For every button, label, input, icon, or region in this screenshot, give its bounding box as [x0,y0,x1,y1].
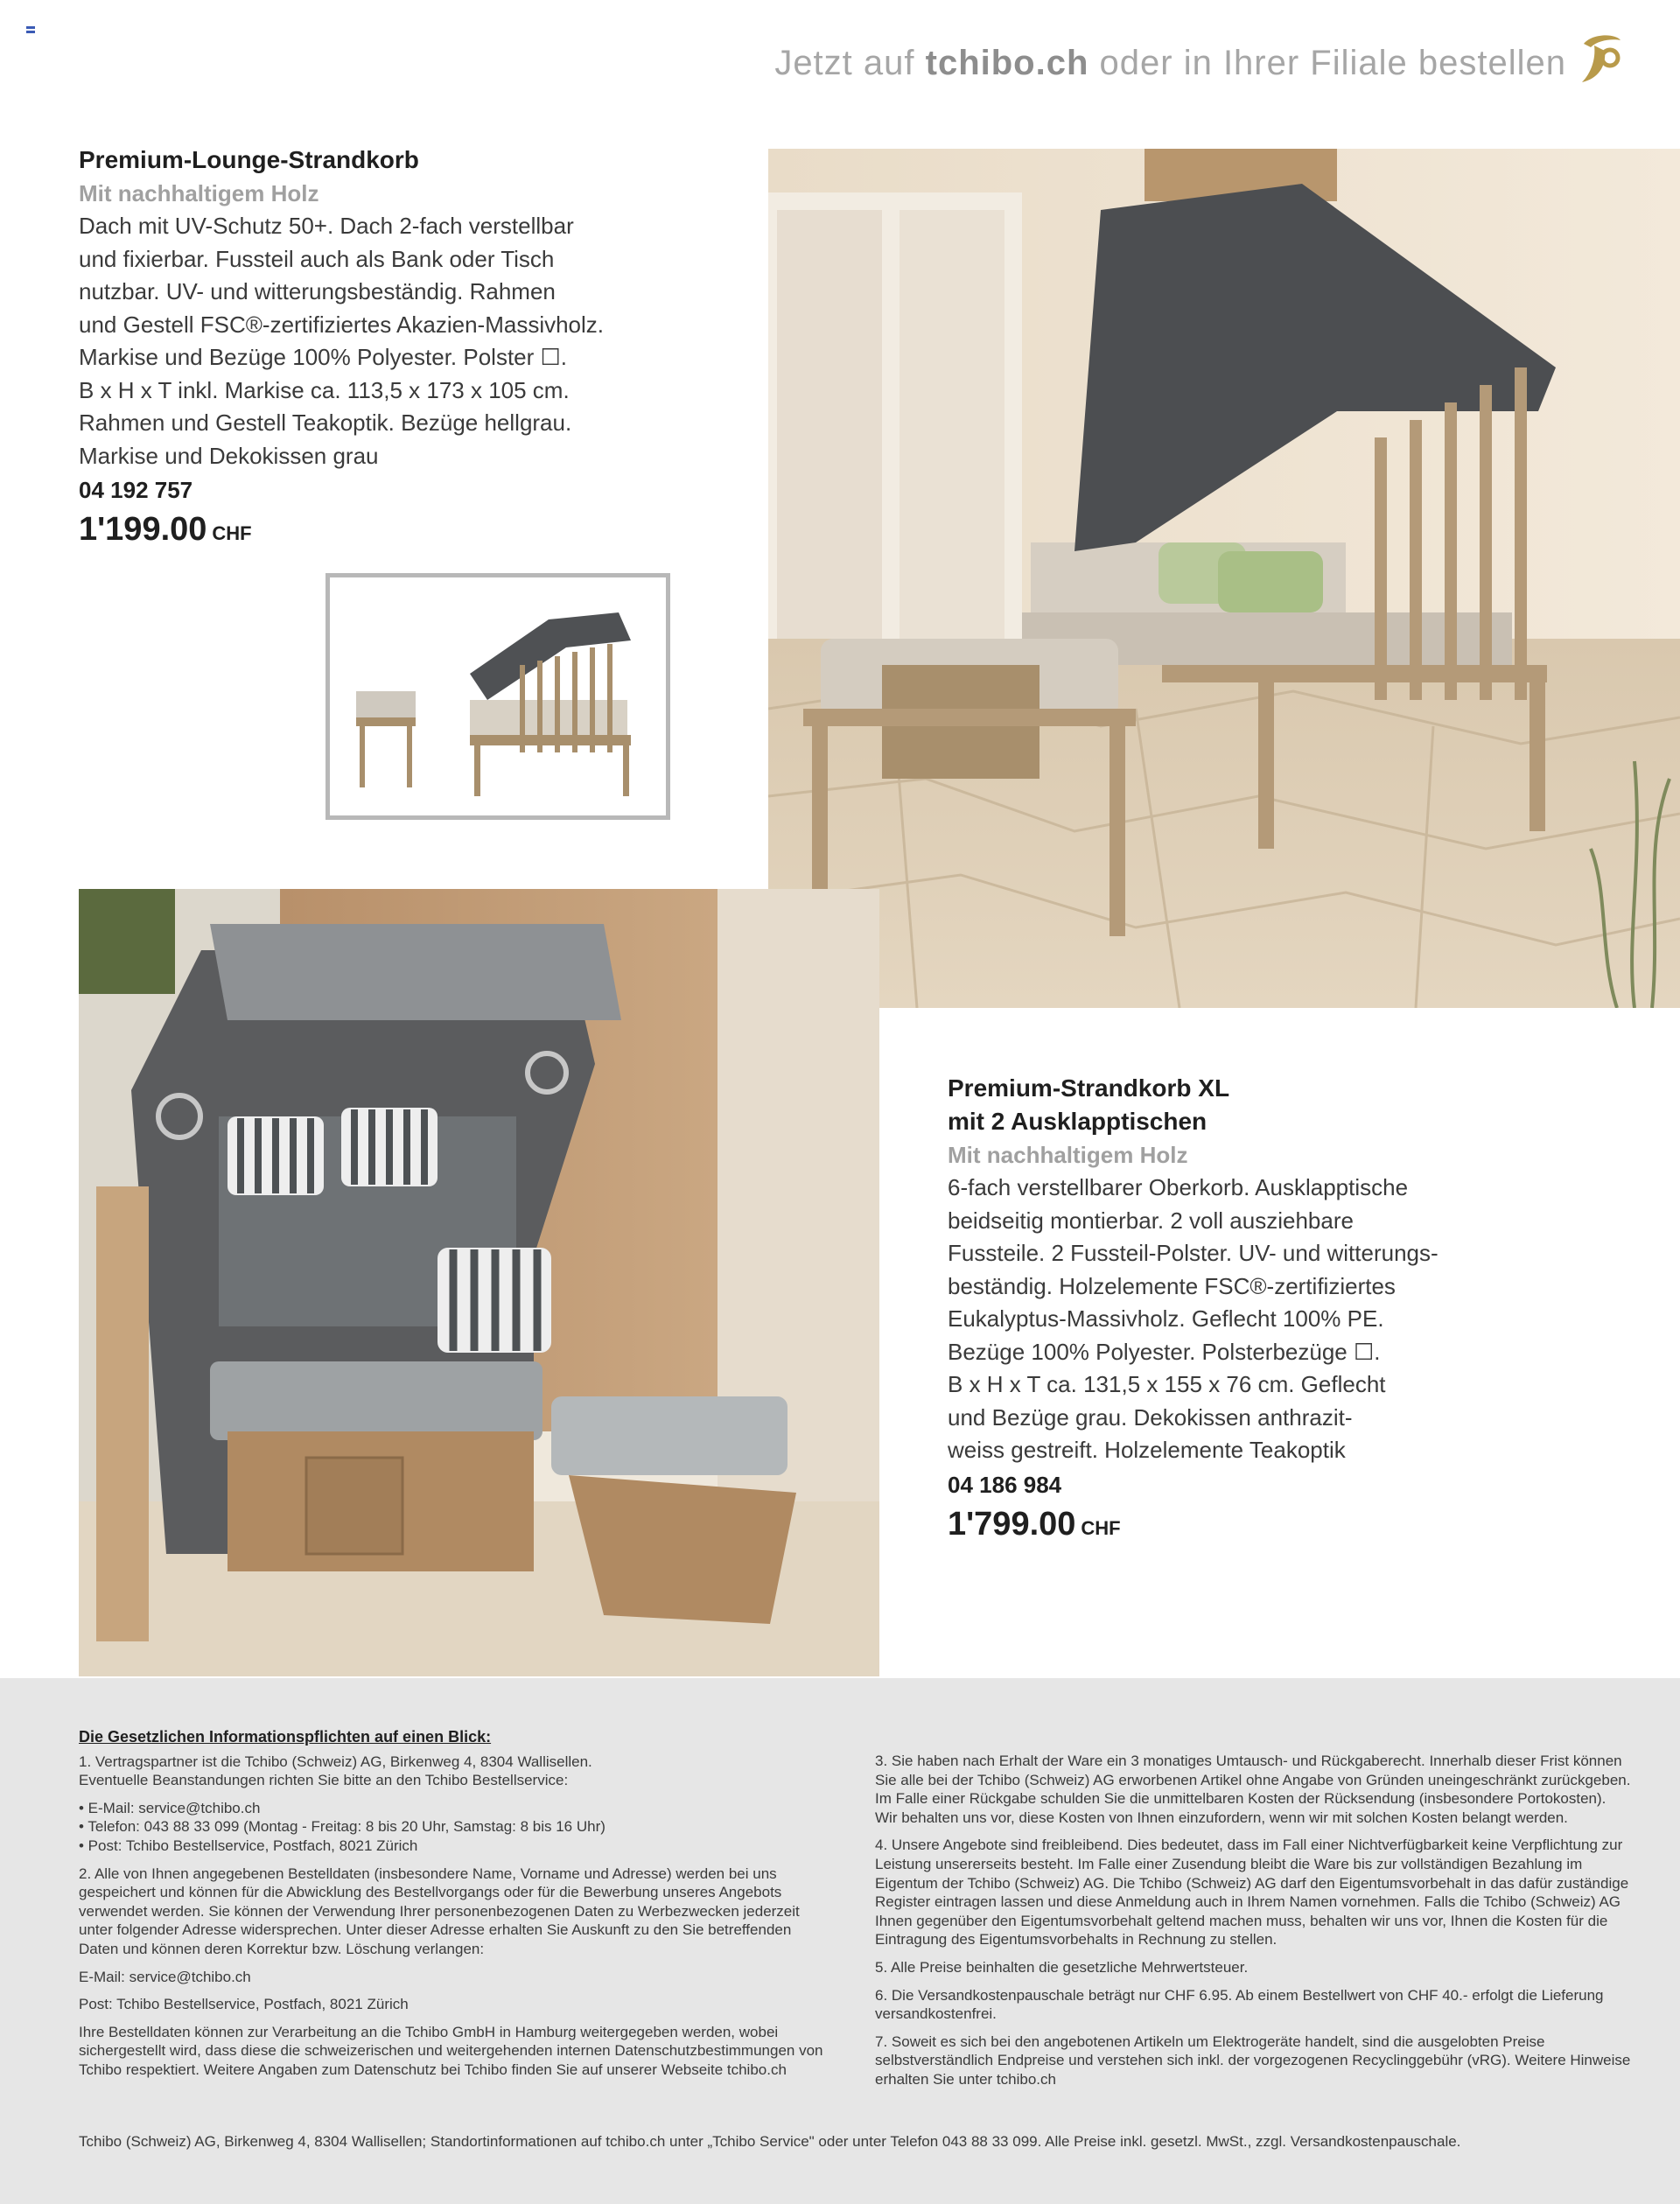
product1-currency: CHF [212,522,252,544]
legal-left-column [79,1728,831,2089]
product2-subtitle: Mit nachhaltigem Holz [948,1142,1188,1168]
header-suffix: oder in Ihrer Filiale bestellen [1088,44,1566,82]
legal-email[interactable]: E-Mail: service@tchibo.ch [79,1968,251,1985]
product2-title-line1: Premium-Strandkorb XL [948,1074,1230,1102]
legal-paragraph: Ihre Bestelldaten können zur Verarbeitung an die Tchibo GmbH in Hamburg weitergegeben werden, wobei sichergestellt wird, dass diese die schweizerischen und weitergehenden internen Datenschutzbestimmungen von Tchibo respektiert. Weitere Angaben zum Datenschutz bei Tchibo finden Sie auf unserer Webseite tchibo.ch [79,2023,823,2078]
legal-right-column [875,1752,1632,2098]
product1-price-value: 1'199.00 [79,511,207,548]
header-site-link[interactable]: tchibo.ch [925,44,1089,82]
legal-paragraph: 2. Alle von Ihnen angegebenen Bestelldaten (insbesondere Name, Vorname und Adresse) werden bei uns gespeichert und können für die Abwicklung des Bestellvorgangs oder für die Bewerbung unseres Angebots verwendet werden. Sie können der Verwendung Ihrer personenbezogenen Daten zu Werbezwecken jederzeit unter folgender Adresse widersprechen. Unter dieser Adresse erhalten Sie Auskunft zu den Sie betreffenden Daten und können deren Korrektur bzw. Löschung verlangen: [79,1865,800,1957]
tchibo-logo-icon [1572,28,1628,91]
product2-description: 6-fach verstellbarer Oberkorb. Ausklapptische beidseitig montierbar. 2 voll ausziehbare Fussteile. 2 Fussteil-Polster. UV- und witterungs- beständig. Holzelemente FSC®-zertifiziertes Eukalyptus-Massivholz. Geflecht 100% PE. Bezüge 100% Polyester. Polsterbezüge ☐. B x H x T ca. 131,5 x 155 x 76 cm. Geflecht und Bezüge grau. Dekokissen anthrazit- weiss gestreift. Holzelemente Teakoptik [948,1174,1438,1463]
lounge-thumbnail-illustration [330,577,666,815]
product1-description: Dach mit UV-Schutz 50+. Dach 2-fach verstellbar und fixierbar. Fussteil auch als Bank oder Tisch nutzbar. UV- und witterungsbeständig. Rahmen und Gestell FSC®-zertifiziertes Akazien-Massivholz. Markise und Bezüge 100% Polyester. Polster ☐. B x H x T inkl. Markise ca. 113,5 x 173 x 105 cm. Rahmen und Gestell Teakoptik. Bezüge hellgrau. Markise und Dekokissen grau [79,213,605,469]
product1-subtitle: Mit nachhaltigem Holz [79,180,319,206]
legal-title: Die Gesetzlichen Informationspflichten auf einen Blick: [79,1728,492,1746]
legal-post-address: Post: Tchibo Bestellservice, Postfach, 8021 Zürich [79,1996,409,2013]
legal-paragraph: 4. Unsere Angebote sind freibleibend. Dies bedeutet, dass im Fall einer Nichtverfügbarkeit keine Verpflichtung zur Leistung unsererseits besteht. Im Falle einer Zusendung bleibt die Ware bis zur vollständigen Bezahlung im Eigentum der Tchibo (Schweiz) AG. Die Tchibo (Schweiz) AG darf den Eigentumsvorbehalt in das dafür zuständige Register eintragen lassen und diese Anmeldung auch in Ihrem Namen vornehmen. Falls die Tchibo (Schweiz) AG Ihnen gegenüber den Eigentumsvorbehalt geltend machen muss, behalten wir uns vor, Ihnen die Kosten für die Eintragung des Eigentumsvorbehalts in Rechnung zu stellen. [875,1837,1629,1949]
product1-thumbnail[interactable] [326,573,670,820]
legal-bottom-line: Tchibo (Schweiz) AG, Birkenweg 4, 8304 Wallisellen; Standortinformationen auf tchibo.ch unter „Tchibo Service" oder unter Telefon 043 88 33 099. Alle Preise inkl. gesetzl. MwSt., zzgl. Versandkostenpauschale. [79,2133,1461,2150]
product1-title: Premium-Lounge-Strandkorb [79,146,419,173]
product2-currency: CHF [1081,1516,1121,1539]
legal-paragraph: 1. Vertragspartner ist die Tchibo (Schweiz) AG, Birkenweg 4, 8304 Wallisellen. Eventuelle Beanstandungen richten Sie bitte an den Tchibo Bestellservice: [79,1753,592,1789]
legal-paragraph: 5. Alle Preise beinhalten die gesetzliche Mehrwertsteuer. [875,1958,1249,1976]
product2-price-value: 1'799.00 [948,1505,1076,1543]
product1-article-number: 04 192 757 [79,477,193,503]
product2-info [948,1072,1560,1550]
header-prefix: Jetzt auf [774,44,926,82]
product1-info [79,143,691,556]
legal-paragraph: 3. Sie haben nach Erhalt der Ware ein 3 monatiges Umtausch- und Rückgaberecht. Innerhalb dieser Frist können Sie alle bei der Tchibo (Schweiz) AG erworbenen Artikel ohne Angabe von Gründen uneingeschränkt zurückgeben. Im Falle einer Rückgabe schulden Sie die unmittelbaren Kosten der Rücksendung (insbesondere Portokosten). Wir behalten uns vor, diese Kosten von Ihnen einzufordern, wenn wir mit solchen Kosten belangt werden. [875,1753,1631,1826]
product2-article-number: 04 186 984 [948,1471,1062,1498]
legal-paragraph: 6. Die Versandkostenpauschale beträgt nur CHF 6.95. Ab einem Bestellwert von CHF 40.- erfolgt die Lieferung versandkostenfrei. [875,1986,1604,2023]
product2-price [948,1502,1560,1550]
page-header [774,44,1566,83]
legal-paragraph: 7. Soweit es sich bei den angebotenen Artikeln um Elektrogeräte handelt, sind die ausgelobten Preise selbstverständlich Endpreise und verstehen sich inkl. der vorgezogenen Recyclinggebühr (vRG). Weitere Hinweise erhalten Sie unter tchibo.ch [875,2033,1631,2088]
strandkorb-xl-photo [79,889,879,1676]
language-flag-icon [26,26,35,33]
product2-title-line2: mit 2 Ausklapptischen [948,1108,1208,1135]
legal-contact-list: • E-Mail: service@tchibo.ch • Telefon: 043 88 33 099 (Montag - Freitag: 8 bis 20 Uhr, Samstag: 8 bis 16 Uhr) • Post: Tchibo Bestellservice, Postfach, 8021 Zürich [79,1799,606,1854]
lounge-strandkorb-photo [768,149,1680,1008]
product1-price [79,507,691,556]
